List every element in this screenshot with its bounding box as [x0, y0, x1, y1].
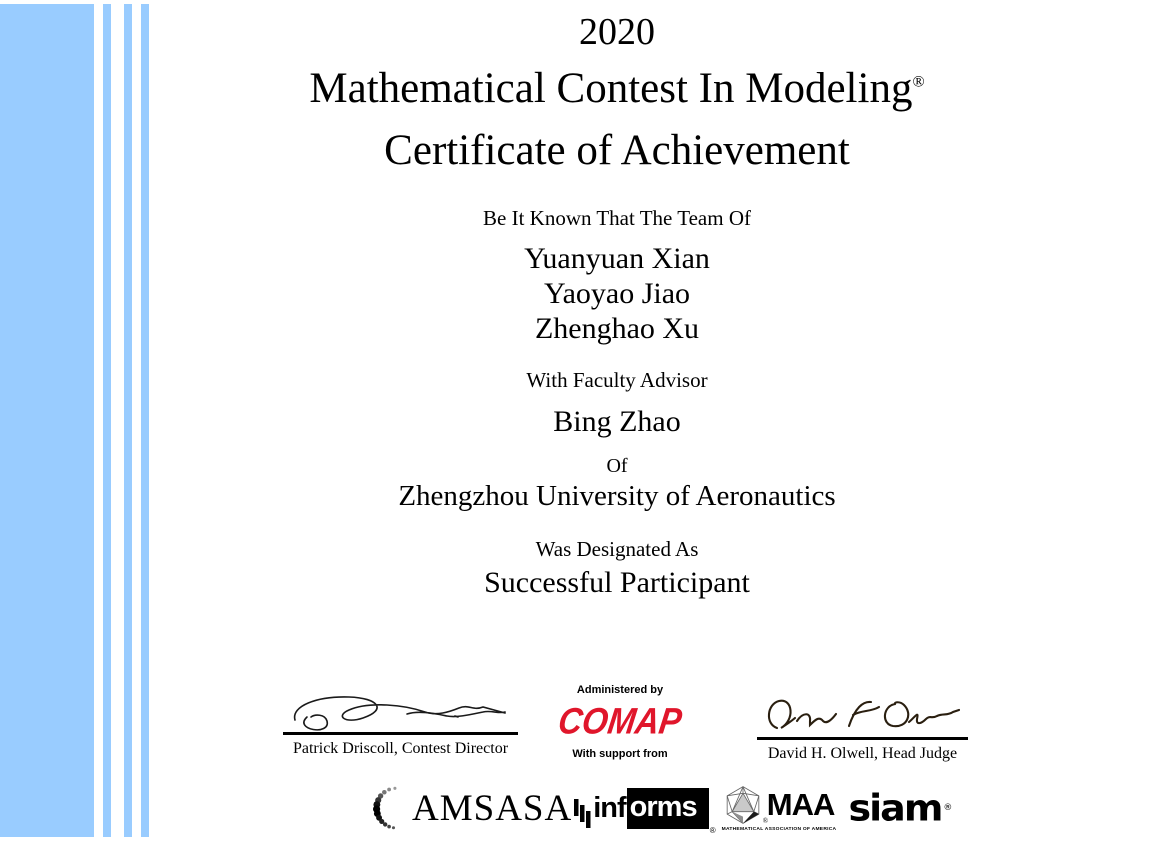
contest-director-signature-block	[283, 690, 518, 770]
certificate-subtitle: Certificate of Achievement	[384, 127, 850, 174]
comap-logo: COMAP	[555, 699, 685, 742]
team-intro-text: Be It Known That The Team Of	[483, 206, 751, 230]
comap-block	[552, 684, 688, 760]
maa-caption-text: MATHEMATICAL ASSOCIATION OF AMERICA	[721, 826, 836, 831]
advisor-intro-text: With Faculty Advisor	[526, 368, 708, 392]
sponsor-logo-row	[368, 780, 953, 836]
head-judge-signature-icon	[761, 688, 961, 738]
asa-bars-icon	[573, 799, 593, 831]
of-label: Of	[606, 455, 628, 477]
maa-logo	[709, 785, 849, 832]
team-member-3: Zhenghao Xu	[534, 312, 700, 345]
asa-logo	[495, 785, 593, 831]
maa-logo-text: MAA	[766, 787, 835, 822]
ams-dots-icon	[368, 784, 410, 832]
support-from-text: With support from	[572, 748, 668, 760]
contest-director-signature-line	[283, 732, 518, 735]
left-stripe-1	[103, 4, 111, 837]
contest-title-text: Mathematical Contest In Modeling	[309, 65, 913, 112]
advisor-name: Bing Zhao	[553, 405, 681, 438]
contest-year: 2020	[579, 11, 655, 53]
ams-logo-text: AMS	[412, 787, 496, 829]
designation-intro-text: Was Designated As	[535, 537, 699, 561]
head-judge-label: David H. Olwell, Head Judge	[767, 745, 958, 762]
informs-logo	[593, 788, 716, 835]
team-member-1: Yuanyuan Xian	[524, 242, 710, 275]
left-stripe-3	[141, 4, 149, 837]
contest-title	[150, 64, 1084, 115]
team-member-2: Yaoyao Jiao	[543, 277, 691, 310]
asa-logo-text: ASA	[495, 787, 573, 829]
informs-registered-mark: ®	[709, 825, 716, 835]
contest-director-signature-icon	[287, 690, 514, 736]
left-band-decoration	[0, 4, 94, 837]
designation-name: Successful Participant	[484, 566, 750, 599]
institution-name: Zhengzhou University of Aeronautics	[398, 480, 836, 512]
ams-logo	[368, 784, 495, 832]
informs-logo-text-suffix: orms	[627, 788, 709, 829]
administered-by-text: Administered by	[576, 684, 664, 696]
informs-logo-text-prefix: inf	[593, 791, 626, 824]
registered-trademark-mark: ®	[912, 73, 925, 91]
siam-logo	[849, 787, 953, 829]
head-judge-signature-block	[757, 688, 968, 768]
left-stripe-2	[124, 4, 132, 837]
siam-registered-mark: ®	[943, 803, 953, 813]
head-judge-signature-line	[757, 737, 968, 740]
siam-logo-text: siam	[848, 787, 942, 829]
maa-registered-mark: ®	[762, 816, 769, 825]
maa-logo-top	[723, 785, 835, 825]
contest-director-label: Patrick Driscoll, Contest Director	[292, 740, 509, 757]
maa-polyhedron-icon	[723, 785, 763, 825]
